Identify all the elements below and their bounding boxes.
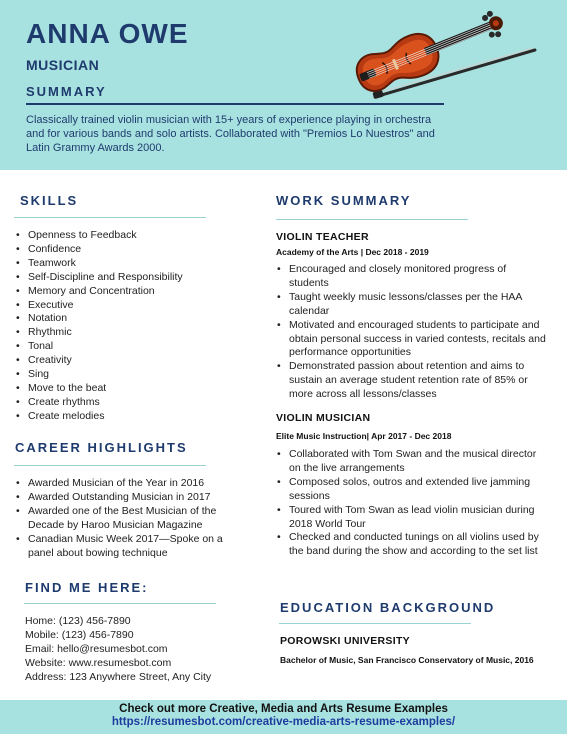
- website: Website: www.resumesbot.com: [25, 656, 172, 669]
- work-divider: [276, 219, 468, 220]
- list-item: • Creativity: [15, 354, 255, 368]
- list-item: • Openness to Feedback: [15, 229, 255, 243]
- list-item: • Memory and Concentration: [15, 285, 255, 299]
- list-item: • Composed solos, outros and extended live jamming sessions: [276, 476, 548, 504]
- list-item: • Encouraged and closely monitored progress of students: [276, 263, 548, 291]
- list-item: • Toured with Tom Swan as lead violin musician during 2018 World Tour: [276, 504, 548, 532]
- header-band: [0, 0, 567, 170]
- list-item: • Move to the beat: [15, 382, 255, 396]
- job-subtitle: Academy of the Arts | Dec 2018 - 2019: [276, 247, 429, 257]
- list-item: • Tonal: [15, 340, 255, 354]
- candidate-name: ANNA OWE: [26, 18, 189, 49]
- skills-heading: SKILLS: [20, 193, 79, 208]
- footer-band: [0, 700, 567, 734]
- education-heading: EDUCATION BACKGROUND: [280, 600, 496, 615]
- work-heading: WORK SUMMARY: [276, 193, 412, 208]
- career-heading: CAREER HIGHLIGHTS: [15, 440, 188, 455]
- contact-divider: [24, 603, 216, 604]
- list-item: • Motivated and encouraged students to participate and obtain personal success in varied contests, recitals and performance opportunities: [276, 319, 548, 361]
- summary-text: Classically trained violin musician with 15+ years of experience playing in orchestra and for various bands and solo artists. Collaborated with "Premios Lo Nuestros" and Latin Grammy Awards 2000.: [26, 114, 435, 154]
- skills-divider: [14, 217, 206, 218]
- list-item: • Collaborated with Tom Swan and the musical director on the live arrangements: [276, 448, 548, 476]
- contact-block: [25, 615, 211, 685]
- list-item: • Create melodies: [15, 410, 255, 424]
- education-divider: [279, 623, 471, 624]
- list-item: • Rhythmic: [15, 326, 255, 340]
- list-item: • Awarded one of the Best Musician of the Decade by Haroo Musician Magazine: [15, 505, 237, 533]
- email: Email: hello@resumesbot.com: [25, 642, 168, 655]
- list-item: • Self-Discipline and Responsibility: [15, 271, 255, 285]
- career-list: [15, 477, 237, 560]
- job-title: VIOLIN MUSICIAN: [276, 412, 371, 424]
- candidate-role: MUSICIAN: [26, 57, 100, 73]
- phone-home: Home: (123) 456-7890: [25, 615, 131, 627]
- job-bullets: [276, 448, 548, 559]
- job-subtitle: Elite Music Instruction| Apr 2017 - Dec 2018: [276, 431, 452, 441]
- list-item: • Demonstrated passion about retention and aims to sustain an average student retention rate of 85% or more across all lessons/classes: [276, 360, 548, 402]
- list-item: • Awarded Musician of the Year in 2016: [15, 477, 237, 491]
- list-item: • Executive: [15, 299, 255, 313]
- list-item: • Teamwork: [15, 257, 255, 271]
- degree: Bachelor of Music, San Francisco Conservatory of Music, 2016: [280, 655, 534, 665]
- skills-list: [15, 229, 255, 424]
- list-item: • Create rhythms: [15, 396, 255, 410]
- job-bullets: [276, 263, 548, 402]
- footer-link[interactable]: https://resumesbot.com/creative-media-arts-resume-examples/: [111, 716, 456, 728]
- list-item: • Confidence: [15, 243, 255, 257]
- list-item: • Sing: [15, 368, 255, 382]
- career-divider: [14, 465, 206, 466]
- address: Address: 123 Anywhere Street, Any City: [25, 670, 212, 683]
- summary-heading: SUMMARY: [26, 84, 107, 99]
- school-name: POROWSKI UNIVERSITY: [280, 635, 410, 647]
- footer-text: Check out more Creative, Media and Arts Resume Examples: [119, 703, 448, 715]
- list-item: • Canadian Music Week 2017—Spoke on a panel about bowing technique: [15, 533, 237, 561]
- contact-heading: FIND ME HERE:: [25, 580, 149, 595]
- list-item: • Taught weekly music lessons/classes per the HAA calendar: [276, 291, 548, 319]
- list-item: • Awarded Outstanding Musician in 2017: [15, 491, 237, 505]
- phone-mobile: Mobile: (123) 456-7890: [25, 628, 134, 641]
- violin-illustration: [335, 5, 550, 105]
- list-item: • Checked and conducted tunings on all violins used by the band during the show and according to the set list: [276, 531, 548, 559]
- list-item: • Notation: [15, 312, 255, 326]
- job-title: VIOLIN TEACHER: [276, 231, 369, 243]
